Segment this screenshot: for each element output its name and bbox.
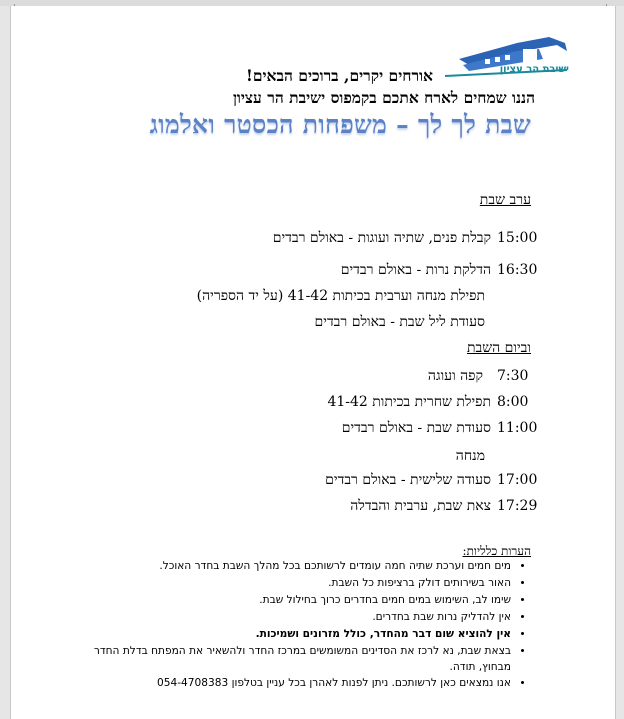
notes-heading: הערות כלליות:: [462, 544, 531, 558]
schedule-row: [325, 472, 538, 489]
yom-shabbat-heading: וביום השבת: [466, 340, 531, 356]
list-item: • אין להוציא שום דבר מהחדר, כולל מזרונים ושמיכות.: [81, 626, 511, 643]
page-title: שבת לך לך – משפחות הכסטר ואלמוג: [149, 110, 531, 139]
subtitle-heading: הננו שמחים לארח אתכם בקמפוס ישיבת הר עציון: [232, 88, 535, 107]
schedule-row: [272, 230, 538, 247]
schedule-row: [456, 448, 485, 465]
schedule-text: מנחה: [455, 448, 485, 464]
schedule-row: [327, 394, 531, 411]
schedule-text: תפילת שחרית בכיתות 41-42: [327, 394, 491, 410]
yeshiva-logo-icon: [439, 29, 571, 85]
welcome-heading: אורחים יקרים, ברוכים הבאים!: [246, 66, 433, 85]
erev-shabbat-heading: ערב שבת: [479, 192, 531, 208]
schedule-text: סעודה שלישית - באולם רבדים: [325, 472, 491, 488]
schedule-time: 16:30: [497, 262, 538, 278]
schedule-row: [428, 368, 531, 385]
list-item: • מים חמים וערכת שתיה חמה עומדים לרשותכם בכל מהלך השבת בחדר האוכל.: [81, 558, 511, 575]
schedule-time: 8:00: [497, 394, 529, 410]
document-page: [10, 6, 616, 719]
schedule-row: [350, 498, 538, 515]
schedule-time: 11:00: [497, 420, 538, 436]
list-item: • האור בשירותים דולק ברציפות כל השבת.: [81, 575, 511, 592]
schedule-text: תפילת מנחה וערבית בכיתות 41-42 (על יד הספריה): [196, 288, 485, 304]
list-item: • אנו נמצאים כאן לרשותכם. ניתן לפנות לאהרן בכל עניין בטלפון 054-4708383: [81, 675, 511, 692]
schedule-text: סעודת שבת - באולם רבדים: [341, 420, 491, 436]
list-item: • אין להדליק נרות שבת בחדרים.: [81, 609, 511, 626]
schedule-text: הדלקת נרות - באולם רבדים: [340, 262, 491, 278]
list-item: • שימו לב, השימוש במים חמים בחדרים כרוך בחילול שבת.: [81, 592, 511, 609]
list-item: • בצאת שבת, נא לרכז את הסדינים המשומשים במרכז החדר ולהשאיר את המפתח בדלת החדר מבחוץ, תודה.: [81, 643, 511, 675]
schedule-text: סעודת ליל שבת - באולם רבדים: [314, 314, 485, 330]
schedule-time: 17:00: [497, 472, 538, 488]
schedule-time: 15:00: [497, 230, 538, 246]
schedule-text: צאת שבת, ערבית והבדלה: [350, 498, 491, 514]
schedule-row: [197, 288, 485, 305]
schedule-row: [340, 262, 538, 279]
notes-list: [81, 558, 529, 692]
schedule-text: קבלת פנים, שתיה ועוגות - באולם רבדים: [272, 230, 491, 246]
schedule-row: [341, 420, 538, 437]
schedule-text: קפה ועוגה: [427, 368, 483, 384]
schedule-row: [315, 314, 485, 331]
schedule-time: 7:30: [497, 368, 529, 384]
logo-text: ישיבת הר עציון: [499, 64, 569, 75]
schedule-time: 17:29: [497, 498, 538, 514]
